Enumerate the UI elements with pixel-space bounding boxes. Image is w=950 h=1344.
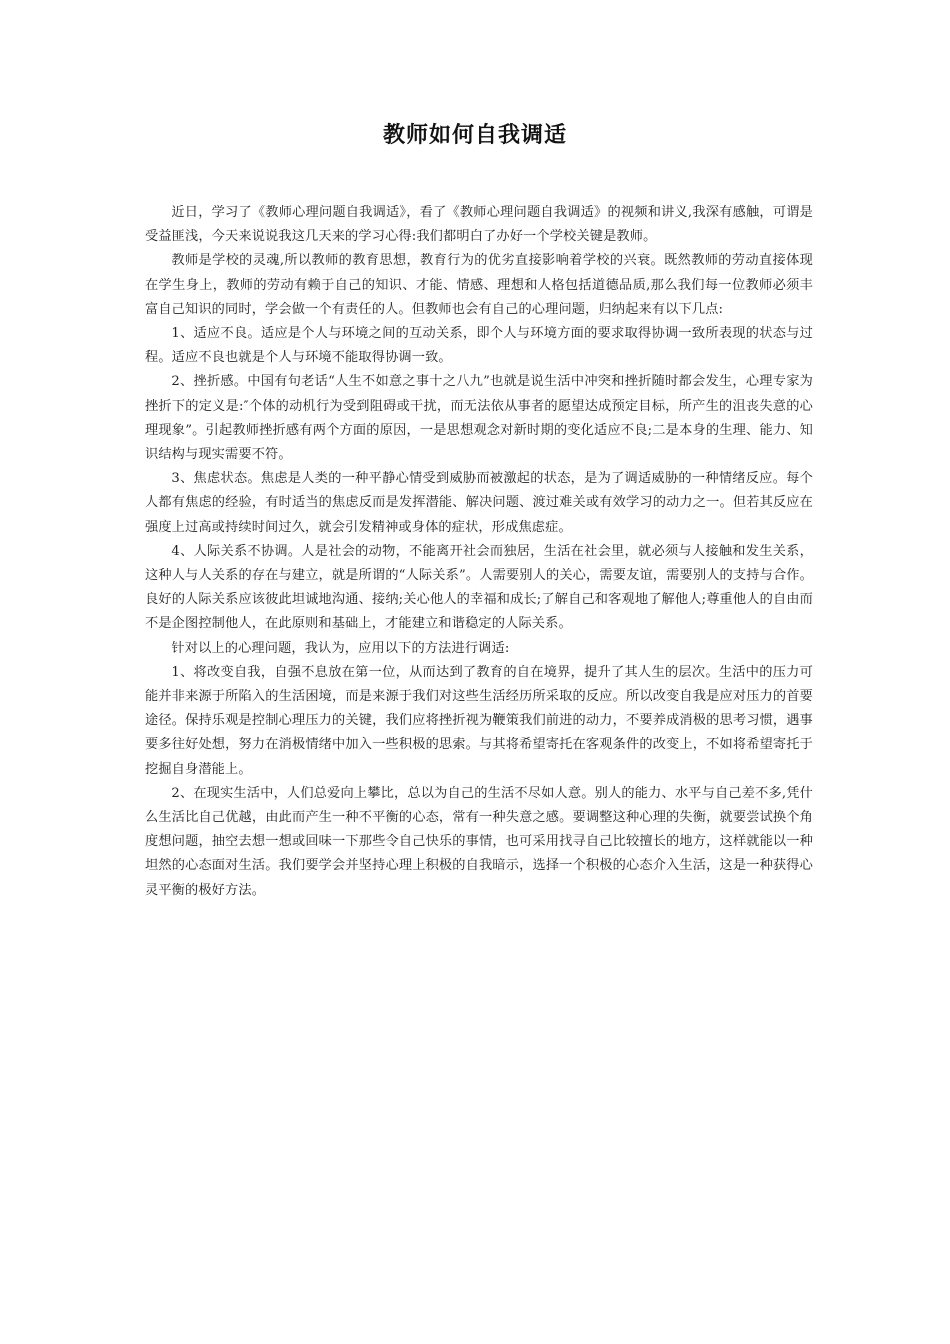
article-body [145, 201, 813, 903]
paragraph-problem-anxiety: 3、焦虑状态。焦虑是人类的一种平静心情受到威胁而被激起的状态，是为了调适威胁的一种情绪反应。每个人都有焦虑的经验，有时适当的焦虑反而是发挥潜能、解决问题、渡过难关或有效学习的动力之一。但若其反应在强度上过高或持续时间过久，就会引发精神或身体的症状，形成焦虑症。 [145, 471, 813, 535]
page-title: 教师如何自我调适 [382, 123, 567, 148]
paragraph-methods-intro: 针对以上的心理问题，我认为，应用以下的方法进行调适: [171, 640, 510, 656]
paragraph-problem-relationships: 4、人际关系不协调。人是社会的动物，不能离开社会而独居，生活在社会里，就必须与人接触和发生关系，这种人与人关系的存在与建立，就是所谓的“人际关系”。人需要别人的关心，需要友谊，需要别人的支持与合作。良好的人际关系应该彼此坦诚地沟通、接纳;关心他人的幸福和成长;了解自己和客观地了解他人;尊重他人的自由而不是企图控制他人，在此原则和基础上，才能建立和谐稳定的人际关系。 [145, 543, 813, 632]
paragraph-teacher-role: 教师是学校的灵魂,所以教师的教育思想，教育行为的优劣直接影响着学校的兴衰。既然教师的劳动直接体现在学生身上，教师的劳动有赖于自己的知识、才能、情感、理想和人格包括道德品质,那么我们每一位教师必须丰富自己知识的同时，学会做一个有责任的人。但教师也会有自己的心理问题，归纳起来有以下几点: [145, 253, 813, 317]
paragraph-method-perspective: 2、在现实生活中，人们总爱向上攀比，总以为自己的生活不尽如人意。别人的能力、水平与自己差不多,凭什么生活比自己优越，由此而产生一种不平衡的心态，常有一种失意之感。要调整这种心理的失衡，就要尝试换个角度想问题，抽空去想一想或回味一下那些令自己快乐的事情，也可采用找寻自己比较擅长的地方，这样就能以一种坦然的心态面对生活。我们要学会并坚持心理上积极的自我暗示，选择一个积极的心态介入生活，这是一种获得心灵平衡的极好方法。 [145, 785, 813, 898]
paragraph-problem-adaptation: 1、适应不良。适应是个人与环境之间的互动关系，即个人与环境方面的要求取得协调一致所表现的状态与过程。适应不良也就是个人与环境不能取得协调一致。 [145, 326, 813, 366]
paragraph-intro: 近日，学习了《教师心理问题自我调适》，看了《教师心理问题自我调适》的视频和讲义,我深有感触，可谓是受益匪浅，今天来说说我这几天来的学习心得:我们都明白了办好一个学校关键是教师。 [145, 205, 813, 245]
paragraph-method-self-change: 1、将改变自我，自强不息放在第一位，从而达到了教育的自在境界，提升了其人生的层次。生活中的压力可能并非来源于所陷入的生活困境，而是来源于我们对这些生活经历所采取的反应。所以改变自我是应对压力的首要途径。保持乐观是控制心理压力的关键，我们应将挫折视为鞭策我们前进的动力，不要养成消极的思考习惯，遇事要多往好处想，努力在消极情绪中加入一些积极的思索。与其将希望寄托在客观条件的改变上，不如将希望寄托于挖掘自身潜能上。 [145, 664, 813, 777]
paragraph-problem-frustration: 2、挫折感。中国有句老话“人生不如意之事十之八九”也就是说生活中冲突和挫折随时都会发生，心理专家为挫折下的定义是:″个体的动机行为受到阻碍或干扰，而无法依从事者的愿望达成预定目标，所产生的沮丧失意的心理现象”。引起教师挫折感有两个方面的原因，一是思想观念对新时期的变化适应不良;二是本身的生理、能力、知识结构与现实需要不符。 [145, 374, 813, 463]
